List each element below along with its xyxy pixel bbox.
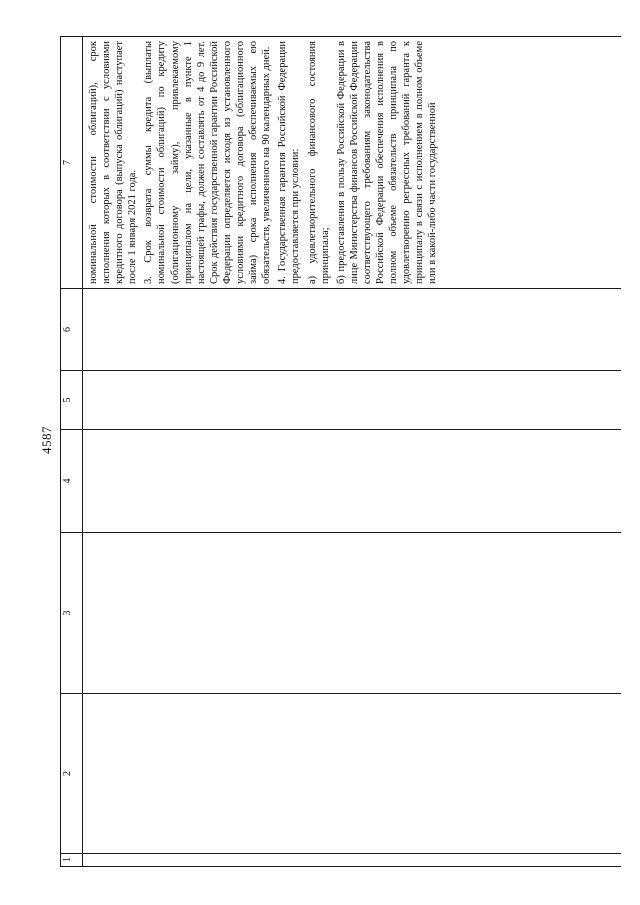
column-header-3: 3: [61, 533, 83, 694]
page-number: 4587: [39, 426, 54, 454]
column-header-7: 7: [61, 37, 83, 289]
paragraph-item-4a: а) удовлетворительного финансового состояния принципала;: [306, 41, 331, 284]
table-row: [83, 37, 622, 867]
paragraph-item-4b: б) предоставления в пользу Российской Федерации в лице Министерства финансов Российской Федерации соответствующего требованиям законодательства Российской Федерации обеспечения исполнения в полном объеме обязательств принципала по удовлетворению регрессных требований гаранта к принципалу в связи с исполнением в полном объеме или в какой-либо части государственной: [335, 41, 439, 284]
cell-col-7: [83, 37, 622, 289]
paragraph-bond-maturity: номинальной стоимости облигаций), срок исполнения которых в соответствии с условиями кредитного договора (выпуска облигаций) наступает после 1 января 2021 года.: [88, 41, 139, 284]
header-row: [61, 37, 83, 867]
paragraph-item-4: 4. Государственная гарантия Российской Федерации предоставляется при условии:: [277, 41, 302, 284]
document-table: [60, 36, 621, 867]
paragraph-item-3: 3. Срок возврата суммы кредита (выплаты номинальной стоимости облигаций) по кредиту (облигационному займу), привлекаемому принципалом на цели, указанные в пункте 1 настоящей графы, должен составлять от 4 до 9 лет. Срок действия государственной гарантии Российской Федерации определяется исходя из установленного условиями кредитного договора (облигационного займа) срока исполнения обеспечиваемых ею обязательств, увеличенного на 90 календарных дней.: [143, 41, 273, 284]
column-header-6: 6: [61, 289, 83, 371]
cell-col-3: [83, 533, 622, 694]
cell-col-2: [83, 694, 622, 854]
cell-col-5: [83, 371, 622, 430]
cell-col-6: [83, 289, 622, 371]
column-header-5: 5: [61, 371, 83, 430]
cell-col-1: [83, 854, 622, 867]
rotated-table-page: [60, 37, 620, 867]
column-header-2: 2: [61, 694, 83, 854]
column-header-1: 1: [61, 854, 83, 867]
column-header-4: 4: [61, 430, 83, 533]
cell-col-4: [83, 430, 622, 533]
